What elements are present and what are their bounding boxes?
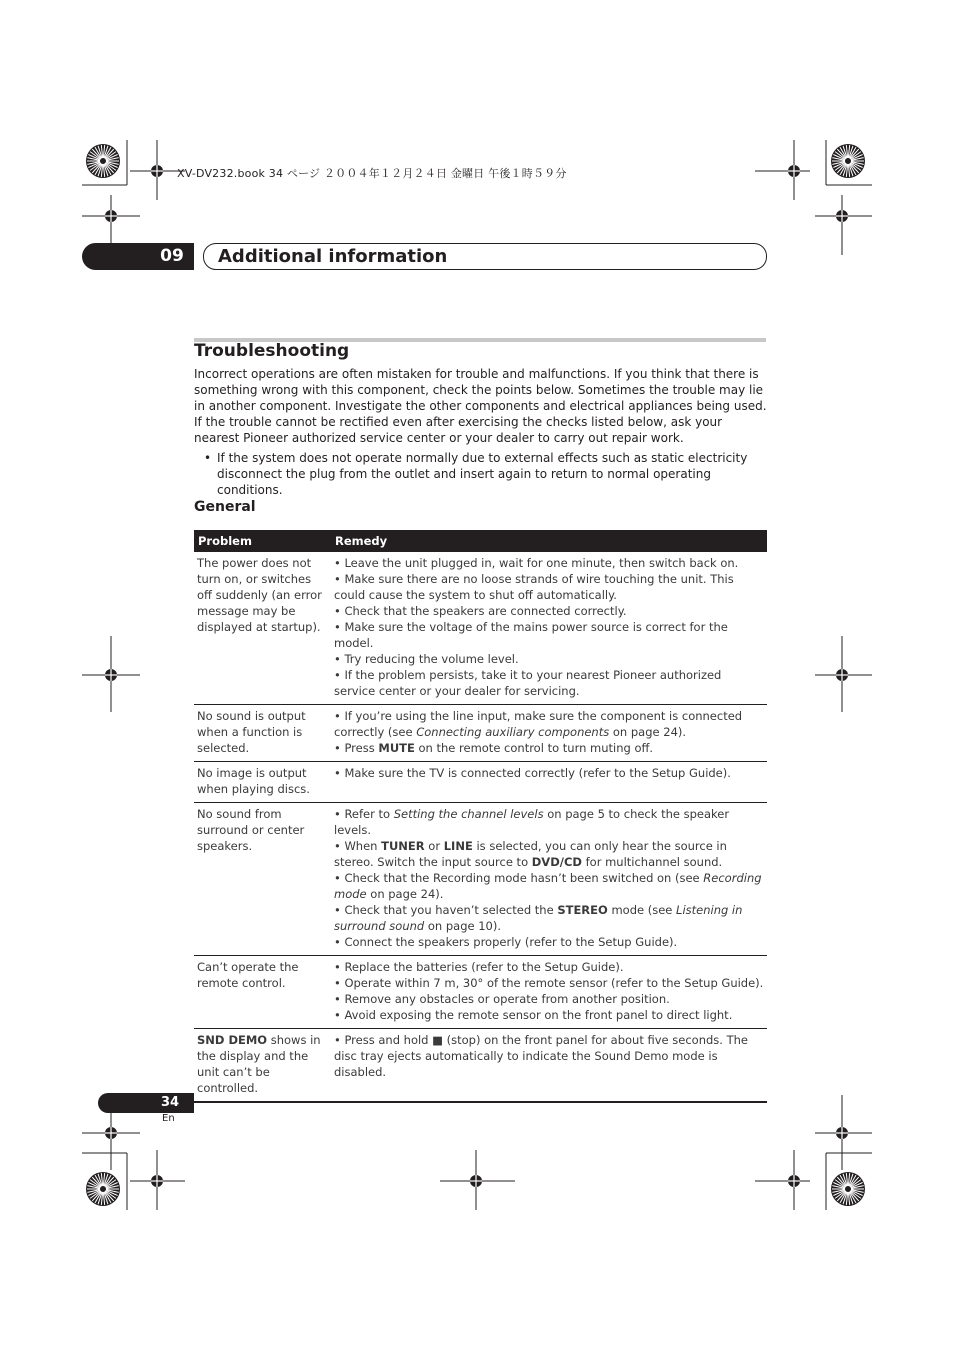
chapter-number: 09 <box>160 246 184 266</box>
problem-cell: SND DEMO shows in the display and the unit can’t be controlled. <box>194 1029 331 1103</box>
remedy-item: • Check that the Recording mode hasn’t been switched on (see Recording mode on page 24). <box>334 871 762 901</box>
problem-cell: No sound from surround or center speakers. <box>194 803 331 956</box>
table-row <box>194 1029 767 1103</box>
remedy-item: • Refer to Setting the channel levels on page 5 to check the speaker levels. <box>334 807 730 837</box>
remedy-item: • Make sure the TV is connected correctly (refer to the Setup Guide). <box>334 766 731 780</box>
table-row <box>194 552 767 705</box>
bullet-text: If the system does not operate normally due to external effects such as static electricity disconnect the plug from the outlet and insert again to return to normal operating conditions. <box>217 451 748 497</box>
section-title: Troubleshooting <box>194 341 350 361</box>
remedy-cell <box>331 1029 767 1103</box>
remedy-item: • Remove any obstacles or operate from another position. <box>334 992 670 1006</box>
remedy-item: • Make sure the voltage of the mains power source is correct for the model. <box>334 620 728 650</box>
remedy-item: • Press MUTE on the remote control to turn muting off. <box>334 741 654 755</box>
page-language: En <box>162 1113 175 1124</box>
bullet-icon: • <box>204 451 212 465</box>
remedy-item: • If you’re using the line input, make sure the component is connected correctly (see Connecting auxiliary components on page 24). <box>334 709 743 739</box>
problem-cell: No image is output when playing discs. <box>194 762 331 803</box>
remedy-item: • Check that the speakers are connected correctly. <box>334 604 627 618</box>
remedy-item: • Operate within 7 m, 30° of the remote sensor (refer to the Setup Guide). <box>334 976 764 990</box>
section-intro: Incorrect operations are often mistaken for trouble and malfunctions. If you think that there is something wrong with this component, check the points below. Sometimes the trouble may lie in another component. Investigate the other components and electrical appliances being used. If the trouble cannot be rectified even after exercising the checks listed below, ask your nearest Pioneer authorized service center or your dealer to carry out repair work. <box>194 367 767 445</box>
remedy-item: • Make sure there are no loose strands of wire touching the unit. This could cause the system to shut off automatically. <box>334 572 734 602</box>
header-remedy: Remedy <box>331 530 767 552</box>
table-row <box>194 762 767 803</box>
remedy-cell <box>331 956 767 1029</box>
table-body <box>194 552 767 1102</box>
remedy-item: • Connect the speakers properly (refer to the Setup Guide). <box>334 935 678 949</box>
page-number: 34 <box>160 1095 180 1110</box>
intro-bullet <box>204 450 770 498</box>
remedy-cell <box>331 705 767 762</box>
table-row <box>194 803 767 956</box>
remedy-cell <box>331 552 767 705</box>
remedy-item: • If the problem persists, take it to your nearest Pioneer authorized service center or your dealer for servicing. <box>334 668 722 698</box>
header-problem: Problem <box>194 530 331 552</box>
remedy-item: • Try reducing the volume level. <box>334 652 519 666</box>
print-header: XV-DV232.book 34 ページ ２００４年１２月２４日 金曜日 午後１時５９分 <box>177 167 567 180</box>
table-row <box>194 956 767 1029</box>
remedy-item: • Leave the unit plugged in, wait for one minute, then switch back on. <box>334 556 739 570</box>
remedy-item: • Check that you haven’t selected the STEREO mode (see Listening in surround sound on page 10). <box>334 903 743 933</box>
troubleshooting-table <box>194 530 767 1103</box>
problem-cell: The power does not turn on, or switches off suddenly (an error message may be displayed at startup). <box>194 552 331 705</box>
problem-cell: No sound is output when a function is selected. <box>194 705 331 762</box>
remedy-cell <box>331 762 767 803</box>
table-header-row <box>194 530 767 552</box>
table-row <box>194 705 767 762</box>
remedy-cell <box>331 803 767 956</box>
remedy-item: • When TUNER or LINE is selected, you can only hear the source in stereo. Switch the input source to DVD/CD for multichannel sound. <box>334 839 727 869</box>
chapter-title: Additional information <box>218 246 448 267</box>
remedy-item: • Replace the batteries (refer to the Setup Guide). <box>334 960 624 974</box>
remedy-item: • Press and hold ■ (stop) on the front panel for about five seconds. The disc tray ejects automatically to indicate the Sound Demo mode is disabled. <box>334 1033 748 1079</box>
subsection-title: General <box>194 499 256 515</box>
problem-cell: Can’t operate the remote control. <box>194 956 331 1029</box>
remedy-item: • Avoid exposing the remote sensor on the front panel to direct light. <box>334 1008 733 1022</box>
